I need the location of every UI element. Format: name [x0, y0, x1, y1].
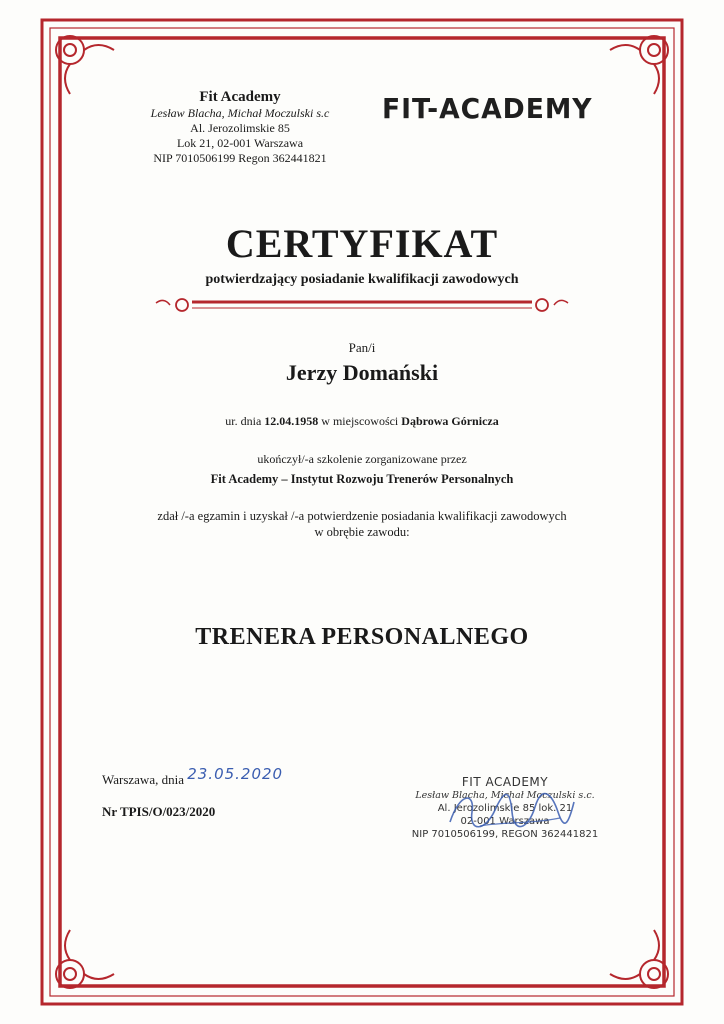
profession: TRENERA PERSONALNEGO [195, 624, 529, 650]
corner-ornament-bottom-left [56, 930, 114, 988]
issuer-city: Lok 21, 02-001 Warszawa [176, 136, 304, 150]
birth-prefix: ur. dnia [225, 414, 262, 428]
birth-middle: w miejscowości [321, 414, 399, 428]
stamp-tax: NIP 7010506199, REGON 362441821 [411, 829, 599, 840]
fit-academy-logo [382, 92, 592, 136]
issuer-street: Al. Jerozolimskie 85 [190, 121, 290, 135]
title-divider [156, 299, 568, 311]
corner-ornament-top-right [610, 36, 668, 94]
birth-info [0, 414, 724, 429]
stamp-address-2: 02-001 Warszawa [460, 816, 550, 827]
passed-text [0, 508, 724, 540]
institute-name: Fit Academy – Instytut Rozwoju Trenerów Personalnych [210, 472, 514, 486]
stamp-owners: Lesław Blacha, Michał Moczulski s.c. [415, 790, 595, 801]
salutation: Pan/i [348, 340, 376, 355]
handwritten-date: 23.05.2020 [187, 765, 284, 783]
passed-line-2: w obrębie zawodu: [314, 525, 410, 539]
completed-line: ukończył/-a szkolenie zorganizowane przez [257, 452, 467, 466]
passed-line-1: zdał /-a egzamin i uzyskał /-a potwierdzenie posiadania kwalifikacji zawodowych [157, 509, 567, 523]
corner-ornament-top-left [56, 36, 114, 94]
certificate-number: Nr TPIS/O/023/2020 [102, 804, 216, 819]
issuer-block [120, 88, 360, 166]
certificate-title: CERTYFIKAT [225, 221, 499, 266]
birth-place: Dąbrowa Górnicza [401, 414, 499, 428]
stamp-name: FIT ACADEMY [461, 775, 549, 789]
birth-date: 12.04.1958 [264, 414, 319, 428]
stamp-address-1: Al. Jerozolimskie 85 lok. 21 [437, 803, 573, 814]
person-name: Jerzy Domański [285, 360, 439, 385]
logo-text: FIT-ACADEMY [382, 92, 593, 125]
issuer-owners: Lesław Blacha, Michał Moczulski s.c [150, 106, 330, 120]
place-date [102, 765, 284, 788]
place-label: Warszawa, dnia [102, 772, 184, 787]
certificate-subtitle: potwierdzający posiadanie kwalifikacji zawodowych [205, 272, 519, 287]
issuer-name: Fit Academy [199, 89, 281, 105]
corner-ornament-bottom-right [610, 930, 668, 988]
handwritten-signature [440, 782, 580, 840]
issuer-tax: NIP 7010506199 Regon 362441821 [153, 151, 327, 165]
